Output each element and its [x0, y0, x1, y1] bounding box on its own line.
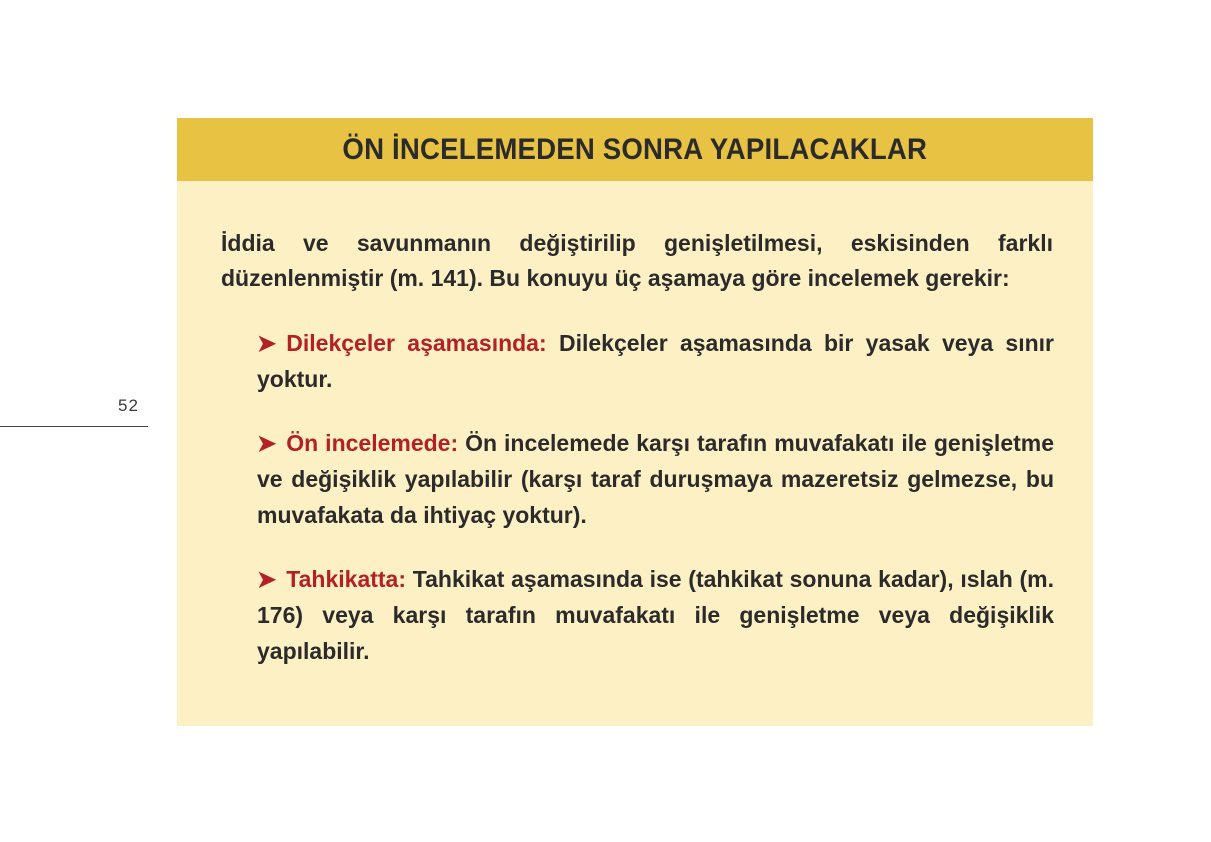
page-number-rule	[0, 426, 148, 427]
list-item-label: Tahkikatta:	[286, 566, 406, 592]
arrow-right-icon: ➤	[257, 566, 277, 592]
list-item-text: Tahkikat aşamasında ise (tahkikat sonuna kadar), ıslah (m. 176) veya karşı tarafın muvafakatı ile genişletme veya değişiklik yapılabilir.	[257, 566, 1055, 664]
page-number: 52	[118, 396, 139, 415]
list-item-on-inceleme	[257, 425, 1054, 533]
list-item-tahkikat	[257, 561, 1054, 669]
info-box	[177, 118, 1093, 726]
list-item-dilekceler	[257, 325, 1054, 397]
list-item-label: Dilekçeler aşamasında:	[286, 330, 547, 356]
list-item-label: Ön incelemede:	[286, 430, 459, 456]
arrow-right-icon: ➤	[257, 330, 277, 356]
info-box-title: ÖN İNCELEMEDEN SONRA YAPILACAKLAR	[342, 132, 928, 166]
list-item-text: Ön incelemede karşı tarafın muvafakatı ile genişletme ve değişiklik yapılabilir (karşı taraf duruşmaya mazeretsiz gelmezse, bu muvafakata da ihtiyaç yoktur).	[257, 430, 1055, 528]
intro-paragraph: İddia ve savunmanın değiştirilip genişletilmesi, eskisinden farklı düzenlenmiştir (m. 141). Bu konuyu üç aşamaya göre incelemek gerekir:	[221, 230, 1053, 291]
info-box-header	[177, 118, 1093, 181]
list-item-text: Dilekçeler aşamasında bir yasak veya sınır yoktur.	[257, 330, 1055, 392]
arrow-right-icon: ➤	[257, 430, 277, 456]
